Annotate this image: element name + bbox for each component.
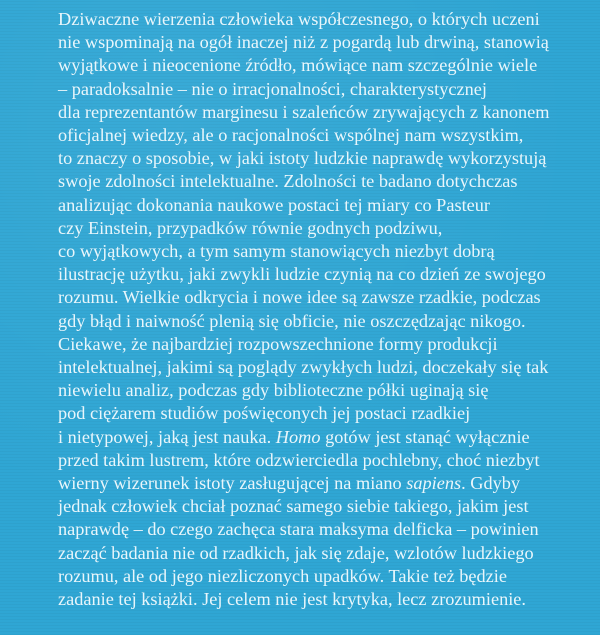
italic-term-sapiens: sapiens [406,473,462,494]
blurb-paragraph [58,8,590,611]
blurb-line: czy Einstein, przypadków równie godnych podziwu, [58,217,443,238]
blurb-line: rozumu. Wielkie odkrycia i nowe idee są zawsze rzadkie, podczas [58,287,541,308]
blurb-text: gotów jest stanąć wyłącznie [325,426,530,447]
blurb-line: rozumu, ale od jego niezliczonych upadków. Takie też będzie [58,565,507,586]
blurb-line: przed takim lustrem, które odzwierciedla pochlebny, choć niezbyt [58,449,540,470]
blurb-line: pod ciężarem studiów poświęconych jej postaci rzadkiej [58,403,471,424]
blurb-line: to znaczy o sposobie, w jaki istoty ludzkie naprawdę wykorzystują [58,148,547,169]
italic-term-homo: Homo [275,426,321,447]
blurb-line: analizując dokonania naukowe postaci tej miary co Pasteur [58,194,490,215]
blurb-line: niewielu analiz, podczas gdy biblioteczne półki uginają się [58,380,489,401]
blurb-line: Dziwaczne wierzenia człowieka współczesnego, o których uczeni [58,9,540,29]
blurb-line: gdy błąd i naiwność plenią się obficie, nie oszczędzając nikogo. [58,310,526,331]
blurb-line: intelektualnej, jakimi są poglądy zwykłych ludzi, doczekały się tak [58,357,549,378]
blurb-text: wierny wizerunek istoty zasługującej na miano [58,473,402,494]
blurb-line: ilustrację użytku, jaki zwykli ludzie czynią na co dzień ze swojego [58,264,546,285]
blurb-line: wyjątkowe i nieocenione źródło, mówiące nam szczególnie wiele [58,55,538,76]
blurb-line: zadanie tej książki. Jej celem nie jest krytyka, lecz zrozumienie. [58,589,526,610]
blurb-line: zacząć badania nie od rzadkich, jak się zdaje, wzlotów ludzkiego [58,542,534,563]
blurb-line: jednak człowiek chciał poznać samego siebie takiego, jakim jest [58,496,529,517]
blurb-line: oficjalnej wiedzy, ale o racjonalności wspólnej nam wszystkim, [58,125,524,146]
blurb-line: co wyjątkowych, a tym samym stanowiących niezbyt dobrą [58,241,495,262]
blurb-text: i nietypowej, jaką jest nauka. [58,426,272,447]
blurb-text: . Gdyby [461,473,521,494]
blurb-line: swoje zdolności intelektualne. Zdolności te badano dotychczas [58,171,518,192]
blurb-line-sapiens [58,472,590,495]
blurb-line: nie wspominają na ogół inaczej niż z pogardą lub drwiną, stanowią [58,32,549,53]
blurb-line: Ciekawe, że najbardziej rozpowszechnione formy produkcji [58,333,498,354]
blurb-line: dla reprezentantów marginesu i szaleńców zrywających z kanonem [58,101,550,122]
blurb-line: – paradoksalnie – nie o irracjonalności, charakterystycznej [58,78,487,99]
blurb-line-homo [58,426,590,449]
blurb-line: naprawdę – do czego zachęca stara maksyma delficka – powinien [58,519,539,540]
